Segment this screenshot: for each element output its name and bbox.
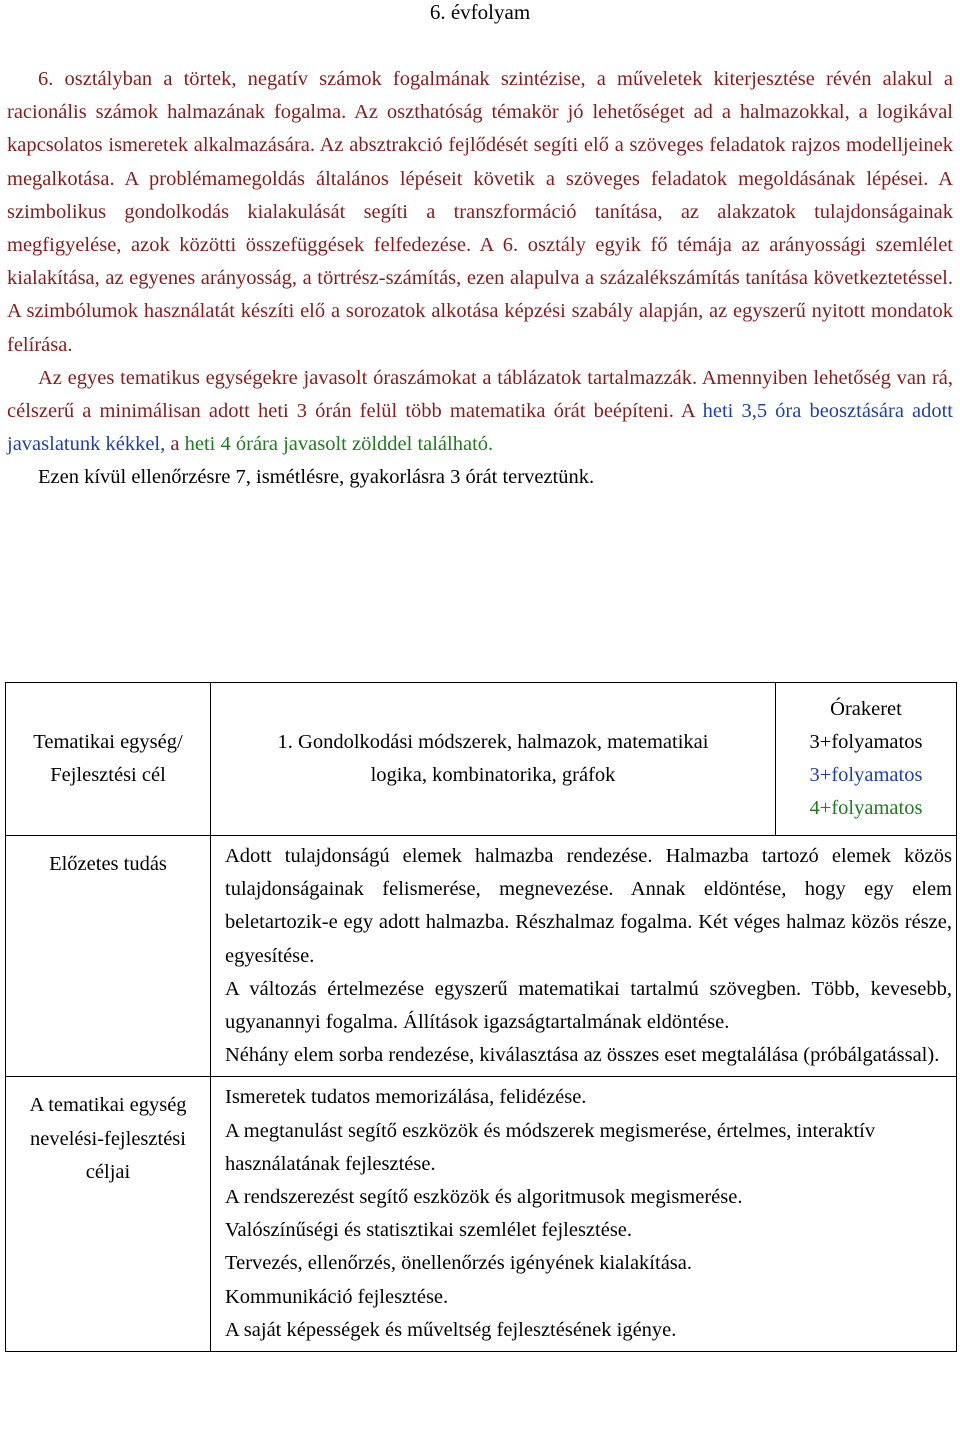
hours-4: 4+folyamatos [809,797,923,820]
goals-label-line-3: céljai [85,1160,131,1183]
goal-item: A rendszerezést segítő eszközök és algoritmusok megismerése. [225,1186,743,1209]
goal-item: Kommunikáció fejlesztése. [225,1285,449,1308]
intro-paragraph-2 [7,362,953,462]
hours-cell [776,683,957,836]
prior-knowledge-content [211,836,957,1077]
intro-blue-note: heti 3,5 óra beosztására adott javaslatunk kékkel, [7,400,954,456]
prior-knowledge-label: Előzetes tudás [6,836,211,1077]
intro-paragraph-2-conj: a [170,433,180,456]
hours-3-5: 3+folyamatos [809,764,923,786]
goals-label-line-2: nevelési-fejlesztési [30,1127,186,1150]
hours-label: Órakeret [830,697,902,720]
goal-item: A saját képességek és műveltség fejlesztésének igénye. [225,1318,677,1341]
curriculum-table-wrapper [5,682,956,1352]
page-header: 6. évfolyam [429,0,531,24]
intro-paragraph-3 [7,461,953,494]
goal-item: Ismeretek tudatos memorizálása, felidézése. [225,1086,587,1109]
intro-paragraph-3-text: Ezen kívül ellenőrzésre 7, ismétlésre, gyakorlásra 3 órát terveztünk. [38,466,595,489]
intro-paragraph-1-text: 6. osztályban a törtek, negatív számok fogalmának szintézise, a műveletek kiterjesztése révén alakul a racionális számok halmazának fogalma. Az oszthatóság témakör jó lehetőséget ad a halmazokkal, a logikával kapcsolatos ismeretek alkalmazására. Az absztrakció fejlődését segíti elő a szöveges feladatok rajzos modelljeinek megalkotása. A problémamegoldás általános lépéseit követik a szöveges feladatok megoldásának lépései. A szimbolikus gondolkodás kialakulását segíti a transzformáció tanítása, az alakzatok tulajdonságainak megfigyelése, azok közötti összefüggések felfedezése. A 6. osztály egyik fő témája az arányossági szemlélet kialakítása, az egyenes arányosság, a törtrész-számítás, ezen alapulva a százalékszámítás tanítása következtetéssel. A szimbólumok használatát készíti elő a sorozatok alkotása képzési szabály alapján, az egyszerű nyitott mondatok felírása. [7,68,953,356]
prior-item: A változás értelmezése egyszerű matematikai tartalmú szövegben. Több, kevesebb, ugyanannyi fogalma. Állítások igazságtartalmának eldöntése. [225,977,952,1034]
goal-item: Valószínűségi és statisztikai szemlélet fejlesztése. [225,1219,633,1242]
unit-label-line-2: Fejlesztési cél [50,764,166,786]
goals-content [211,1077,957,1352]
prior-item: Néhány elem sorba rendezése, kiválasztása az összes eset megtalálása (próbálgatással). [225,1044,940,1067]
intro-green-note: heti 4 órára javasolt zölddel található. [184,433,494,456]
unit-label-line-1: Tematikai egység/ [33,730,183,753]
unit-title-line-2: logika, kombinatorika, gráfok [370,764,616,786]
intro-section [7,63,953,495]
table-row-goals [6,1077,957,1352]
intro-paragraph-2-a: A [680,400,695,423]
goals-label-line-1: A tematikai egység [29,1094,187,1117]
goals-label-cell [6,1077,211,1352]
unit-title-line-1: 1. Gondolkodási módszerek, halmazok, matematikai [277,730,709,753]
table-row-unit [6,683,957,836]
intro-paragraph-2-text: Az egyes tematikus egységekre javasolt óraszámokat a táblázatok tartalmazzák. Amennyiben lehetőség van rá, célszerű a minimálisan adott heti 3 órán felül több matematika órát beépíteni. [7,366,953,423]
unit-label-cell [6,683,211,836]
unit-title-cell [211,683,776,836]
hours-3: 3+folyamatos [809,730,923,753]
goal-item: A megtanulást segítő eszközök és módszerek megismerése, értelmes, interaktív használatának fejlesztése. [225,1119,876,1175]
intro-paragraph-1 [7,63,953,362]
table-row-prior-knowledge [6,836,957,1077]
curriculum-table [5,682,957,1352]
goal-item: Tervezés, ellenőrzés, önellenőrzés igényének kialakítása. [225,1252,692,1275]
prior-item: Adott tulajdonságú elemek halmazba rendezése. Halmazba tartozó elemek közös tulajdonságainak felismerése, megnevezése. Annak eldöntése, hogy egy elem beletartozik-e egy adott halmazba. Részhalmaz fogalma. Két véges halmaz közös része, egyesítése. [225,845,952,967]
